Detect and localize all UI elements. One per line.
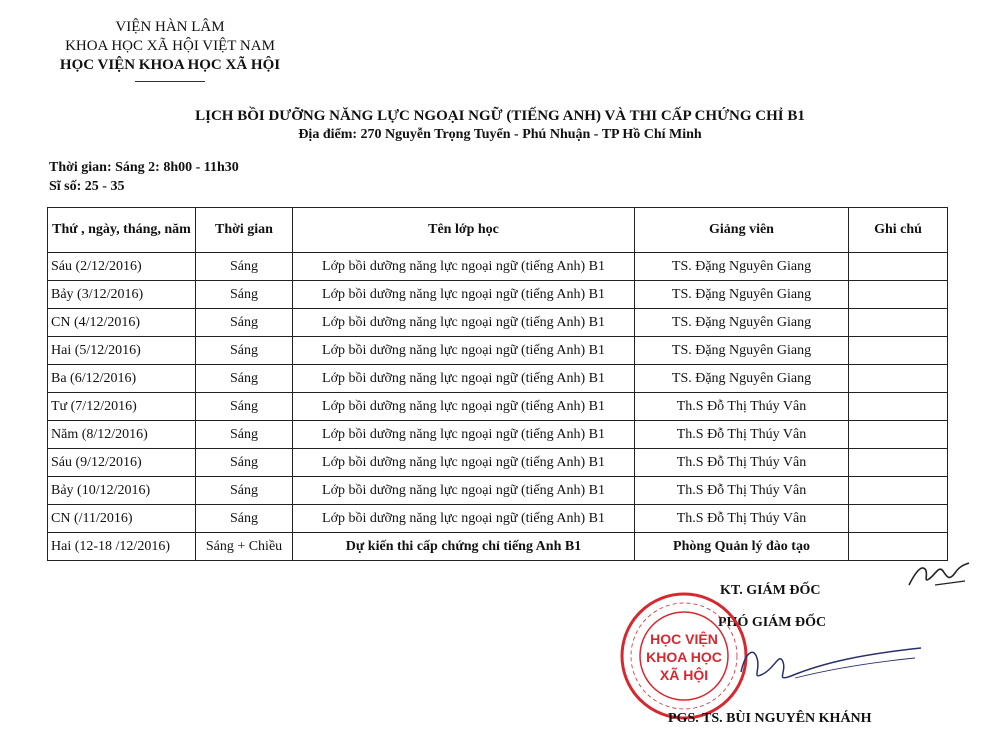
table-row bbox=[48, 393, 948, 421]
table-row bbox=[48, 281, 948, 309]
cell-lecturer: Th.S Đỗ Thị Thúy Vân bbox=[635, 421, 849, 449]
table-row bbox=[48, 337, 948, 365]
cell-time: Sáng bbox=[196, 477, 293, 505]
table-row bbox=[48, 533, 948, 561]
cell-course: Lớp bồi dưỡng năng lực ngoại ngữ (tiếng Anh) B1 bbox=[293, 365, 635, 393]
cell-day: Năm (8/12/2016) bbox=[48, 421, 196, 449]
cell-note bbox=[849, 365, 948, 393]
header-day: Thứ , ngày, tháng, năm bbox=[48, 208, 196, 253]
table-row bbox=[48, 421, 948, 449]
cell-note bbox=[849, 477, 948, 505]
cell-lecturer: TS. Đặng Nguyên Giang bbox=[635, 365, 849, 393]
cell-time: Sáng bbox=[196, 421, 293, 449]
cell-course: Lớp bồi dưỡng năng lực ngoại ngữ (tiếng Anh) B1 bbox=[293, 505, 635, 533]
cell-lecturer: Th.S Đỗ Thị Thúy Vân bbox=[635, 393, 849, 421]
cell-course: Lớp bồi dưỡng năng lực ngoại ngữ (tiếng Anh) B1 bbox=[293, 449, 635, 477]
cell-course: Lớp bồi dưỡng năng lực ngoại ngữ (tiếng Anh) B1 bbox=[293, 421, 635, 449]
cell-day: Hai (5/12/2016) bbox=[48, 337, 196, 365]
cell-note bbox=[849, 393, 948, 421]
cell-course: Lớp bồi dưỡng năng lực ngoại ngữ (tiếng Anh) B1 bbox=[293, 281, 635, 309]
seal-line-2: KHOA HỌC bbox=[646, 649, 722, 665]
table-row bbox=[48, 365, 948, 393]
cell-day: Hai (12-18 /12/2016) bbox=[48, 533, 196, 561]
cell-day: Tư (7/12/2016) bbox=[48, 393, 196, 421]
org-line-2: KHOA HỌC XÃ HỘI VIỆT NAM bbox=[65, 38, 275, 54]
header-lecturer: Giảng viên bbox=[635, 208, 849, 253]
seal-line-3: XÃ HỘI bbox=[659, 667, 709, 683]
signature-icon bbox=[735, 632, 925, 692]
meta-class-size: Sĩ số: 25 - 35 bbox=[49, 179, 125, 194]
signer-name: PGS. TS. BÙI NGUYÊN KHÁNH bbox=[668, 711, 872, 726]
cell-note bbox=[849, 309, 948, 337]
org-line-1: VIỆN HÀN LÂM bbox=[115, 19, 225, 35]
document-location: Địa điểm: 270 Nguyễn Trọng Tuyển - Phú Nhuận - TP Hồ Chí Minh bbox=[298, 127, 702, 142]
cell-course: Lớp bồi dưỡng năng lực ngoại ngữ (tiếng Anh) B1 bbox=[293, 253, 635, 281]
cell-lecturer: Th.S Đỗ Thị Thúy Vân bbox=[635, 449, 849, 477]
header-time: Thời gian bbox=[196, 208, 293, 253]
meta-time: Thời gian: Sáng 2: 8h00 - 11h30 bbox=[49, 160, 239, 175]
cell-course: Lớp bồi dưỡng năng lực ngoại ngữ (tiếng Anh) B1 bbox=[293, 393, 635, 421]
cell-time: Sáng bbox=[196, 253, 293, 281]
cell-note bbox=[849, 337, 948, 365]
class-meta bbox=[49, 158, 239, 196]
table-row bbox=[48, 477, 948, 505]
cell-course: Lớp bồi dưỡng năng lực ngoại ngữ (tiếng Anh) B1 bbox=[293, 309, 635, 337]
cell-note bbox=[849, 505, 948, 533]
cell-lecturer: Th.S Đỗ Thị Thúy Vân bbox=[635, 477, 849, 505]
cell-lecturer: Th.S Đỗ Thị Thúy Vân bbox=[635, 505, 849, 533]
issuing-organization bbox=[40, 18, 300, 82]
cell-day: Sáu (9/12/2016) bbox=[48, 449, 196, 477]
cell-time: Sáng bbox=[196, 449, 293, 477]
schedule-table bbox=[47, 207, 948, 561]
cell-time: Sáng + Chiều bbox=[196, 533, 293, 561]
cell-course: Dự kiến thi cấp chứng chỉ tiếng Anh B1 bbox=[293, 533, 635, 561]
cell-day: Ba (6/12/2016) bbox=[48, 365, 196, 393]
cell-lecturer: TS. Đặng Nguyên Giang bbox=[635, 309, 849, 337]
cell-time: Sáng bbox=[196, 505, 293, 533]
table-row bbox=[48, 309, 948, 337]
cell-course: Lớp bồi dưỡng năng lực ngoại ngữ (tiếng Anh) B1 bbox=[293, 477, 635, 505]
initial-mark-icon bbox=[905, 555, 975, 593]
table-row bbox=[48, 505, 948, 533]
cell-lecturer: TS. Đặng Nguyên Giang bbox=[635, 281, 849, 309]
signer-on-behalf: KT. GIÁM ĐỐC bbox=[720, 583, 821, 598]
table-row bbox=[48, 253, 948, 281]
document-title: LỊCH BỒI DƯỠNG NĂNG LỰC NGOẠI NGỮ (TIẾNG ANH) VÀ THI CẤP CHỨNG CHỈ B1 bbox=[195, 108, 805, 124]
org-line-3: HỌC VIỆN KHOA HỌC XÃ HỘI bbox=[59, 57, 281, 73]
seal-text bbox=[618, 630, 750, 684]
cell-day: CN (/11/2016) bbox=[48, 505, 196, 533]
cell-time: Sáng bbox=[196, 309, 293, 337]
cell-time: Sáng bbox=[196, 281, 293, 309]
cell-lecturer: TS. Đặng Nguyên Giang bbox=[635, 253, 849, 281]
cell-lecturer: TS. Đặng Nguyên Giang bbox=[635, 337, 849, 365]
cell-time: Sáng bbox=[196, 365, 293, 393]
cell-note bbox=[849, 253, 948, 281]
cell-course: Lớp bồi dưỡng năng lực ngoại ngữ (tiếng Anh) B1 bbox=[293, 337, 635, 365]
cell-lecturer: Phòng Quản lý đào tạo bbox=[635, 533, 849, 561]
cell-day: Bảy (10/12/2016) bbox=[48, 477, 196, 505]
header-course: Tên lớp học bbox=[293, 208, 635, 253]
cell-note bbox=[849, 281, 948, 309]
cell-day: Bảy (3/12/2016) bbox=[48, 281, 196, 309]
cell-note bbox=[849, 421, 948, 449]
signer-position: PHÓ GIÁM ĐỐC bbox=[718, 615, 827, 630]
cell-note bbox=[849, 449, 948, 477]
cell-day: CN (4/12/2016) bbox=[48, 309, 196, 337]
org-underline bbox=[135, 81, 205, 82]
header-note: Ghi chú bbox=[849, 208, 948, 253]
table-row bbox=[48, 449, 948, 477]
cell-day: Sáu (2/12/2016) bbox=[48, 253, 196, 281]
cell-time: Sáng bbox=[196, 393, 293, 421]
seal-line-1: HỌC VIỆN bbox=[650, 631, 718, 647]
table-header-row bbox=[48, 208, 948, 253]
cell-time: Sáng bbox=[196, 337, 293, 365]
